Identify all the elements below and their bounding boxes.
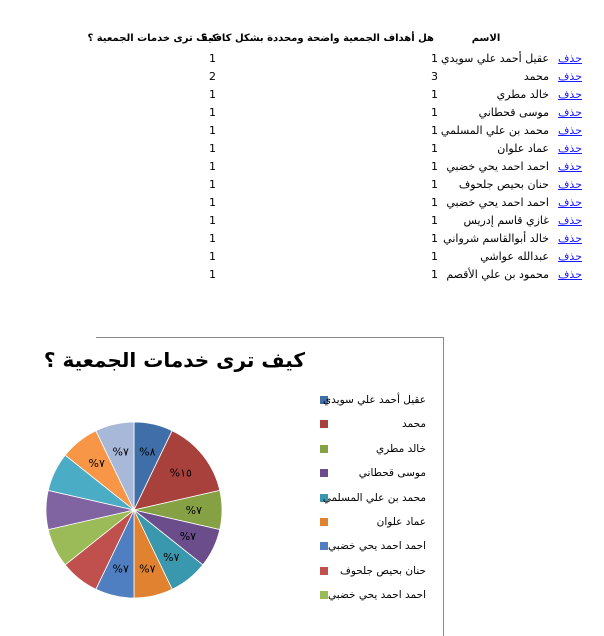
- row-name: محمد بن علي المسلمي: [440, 124, 549, 137]
- delete-link[interactable]: حذف: [558, 178, 582, 191]
- delete-link[interactable]: حذف: [558, 142, 582, 155]
- header-name: الاسم: [471, 33, 501, 44]
- legend-item: [320, 563, 440, 587]
- row-q2-value: 1: [209, 214, 216, 227]
- legend-item: [320, 392, 440, 416]
- delete-link[interactable]: حذف: [558, 52, 582, 65]
- delete-cell: [554, 104, 582, 122]
- table-body: [0, 50, 604, 284]
- table-row: [0, 176, 604, 194]
- row-q2-value: 2: [209, 70, 216, 83]
- table-row: [0, 50, 604, 68]
- pie-data-label: %٧: [112, 562, 129, 576]
- row-q2-value: 1: [209, 142, 216, 155]
- delete-cell: [554, 194, 582, 212]
- row-q2-value: 1: [209, 160, 216, 173]
- legend-swatch: [320, 542, 328, 550]
- delete-link[interactable]: حذف: [558, 70, 582, 83]
- row-q1-value: 1: [431, 124, 438, 137]
- delete-link[interactable]: حذف: [558, 250, 582, 263]
- delete-link[interactable]: حذف: [558, 160, 582, 173]
- legend-label: احمد احمد يحي خضبي: [328, 589, 426, 602]
- delete-link[interactable]: حذف: [558, 232, 582, 245]
- legend-label: عماد علوان: [376, 515, 426, 528]
- row-name: عبدالله عواشي: [480, 250, 549, 263]
- legend-swatch: [320, 420, 328, 428]
- pie-data-label: %٨: [139, 445, 156, 459]
- table-row: [0, 230, 604, 248]
- header-q2: كيف ترى خدمات الجمعية ؟: [87, 33, 218, 44]
- legend-swatch: [320, 445, 328, 453]
- table-row: [0, 68, 604, 86]
- row-name: احمد احمد يحي خضبي: [446, 160, 549, 173]
- row-q1-value: 1: [431, 88, 438, 101]
- pie-data-label: %٧: [139, 562, 156, 576]
- legend-item: [320, 538, 440, 562]
- row-q2-value: 1: [209, 268, 216, 281]
- legend-swatch: [320, 469, 328, 477]
- table-row: [0, 122, 604, 140]
- delete-link[interactable]: حذف: [558, 106, 582, 119]
- delete-cell: [554, 176, 582, 194]
- row-name: حنان بحيص جلحوف: [458, 178, 549, 191]
- delete-cell: [554, 68, 582, 86]
- row-q1-value: 1: [431, 52, 438, 65]
- delete-cell: [554, 266, 582, 284]
- table-row: [0, 86, 604, 104]
- row-name: خالد مطري: [496, 88, 549, 101]
- pie-data-label: %١٥: [169, 466, 192, 480]
- pie-data-label: %٧: [185, 504, 203, 517]
- row-q1-value: 1: [431, 160, 438, 173]
- row-name: خالد أبوالقاسم شرواني: [443, 232, 549, 245]
- pie-data-label: %٧: [163, 550, 180, 564]
- delete-cell: [554, 248, 582, 266]
- row-q2-value: 1: [209, 178, 216, 191]
- row-name: محمود بن علي الأقصم: [446, 268, 549, 281]
- row-q1-value: 1: [431, 232, 438, 245]
- legend-label: عقيل أحمد علي سويدي: [322, 394, 426, 406]
- row-q1-value: 1: [431, 250, 438, 263]
- delete-link[interactable]: حذف: [558, 268, 582, 281]
- row-q1-value: 1: [431, 268, 438, 281]
- delete-link[interactable]: حذف: [558, 214, 582, 227]
- delete-cell: [554, 212, 582, 230]
- row-q1-value: 1: [431, 106, 438, 119]
- header-q1: هل أهداف الجمعية واضحة ومحددة بشكل كاف ؟: [201, 33, 434, 44]
- legend-item: [320, 490, 440, 514]
- row-q2-value: 1: [209, 52, 216, 65]
- pie-data-label: %٧: [179, 529, 197, 543]
- legend-swatch: [320, 518, 328, 526]
- row-name: موسى قحطاني: [478, 106, 549, 119]
- delete-cell: [554, 122, 582, 140]
- legend-label: موسى قحطاني: [358, 467, 426, 480]
- table-row: [0, 104, 604, 122]
- legend-swatch: [320, 567, 328, 575]
- table-row: [0, 140, 604, 158]
- pie-data-label: %٧: [112, 445, 129, 459]
- row-q2-value: 1: [209, 88, 216, 101]
- row-q2-value: 1: [209, 106, 216, 119]
- legend-item: [320, 441, 440, 465]
- row-q2-value: 1: [209, 196, 216, 209]
- delete-cell: [554, 50, 582, 68]
- row-name: عماد علوان: [497, 142, 549, 155]
- row-q1-value: 3: [431, 70, 438, 83]
- legend-label: محمد: [402, 418, 426, 431]
- legend-swatch: [320, 591, 328, 599]
- delete-link[interactable]: حذف: [558, 88, 582, 101]
- chart-title: كيف ترى خدمات الجمعية ؟: [43, 348, 305, 372]
- legend-item: [320, 465, 440, 489]
- table-row: [0, 212, 604, 230]
- pie-chart: [43, 337, 444, 636]
- survey-table: [0, 28, 604, 284]
- row-q1-value: 1: [431, 214, 438, 227]
- delete-cell: [554, 86, 582, 104]
- delete-link[interactable]: حذف: [558, 124, 582, 137]
- legend-item: [320, 587, 440, 611]
- delete-cell: [554, 158, 582, 176]
- table-row: [0, 248, 604, 266]
- row-name: غازي قاسم إدريس: [463, 214, 549, 227]
- chart-legend: [320, 392, 440, 612]
- delete-link[interactable]: حذف: [558, 196, 582, 209]
- row-name: عقيل أحمد علي سويدي: [441, 52, 549, 65]
- row-q1-value: 1: [431, 178, 438, 191]
- legend-item: [320, 416, 440, 440]
- legend-label: خالد مطري: [376, 442, 426, 455]
- pie-data-label: %٧: [88, 457, 105, 471]
- delete-cell: [554, 140, 582, 158]
- table-row: [0, 194, 604, 212]
- legend-item: [320, 514, 440, 538]
- row-q1-value: 1: [431, 196, 438, 209]
- row-name: محمد: [523, 70, 549, 83]
- legend-label: احمد احمد يحي خضبي: [328, 540, 426, 553]
- table-row: [0, 266, 604, 284]
- row-q2-value: 1: [209, 250, 216, 263]
- row-q2-value: 1: [209, 124, 216, 137]
- table-header-row: [0, 28, 604, 50]
- legend-label: محمد بن علي المسلمي: [322, 491, 426, 504]
- legend-label: حنان بحيص جلحوف: [339, 564, 426, 577]
- row-q1-value: 1: [431, 142, 438, 155]
- row-q2-value: 1: [209, 232, 216, 245]
- delete-cell: [554, 230, 582, 248]
- row-name: احمد احمد يحي خضبي: [446, 196, 549, 209]
- table-row: [0, 158, 604, 176]
